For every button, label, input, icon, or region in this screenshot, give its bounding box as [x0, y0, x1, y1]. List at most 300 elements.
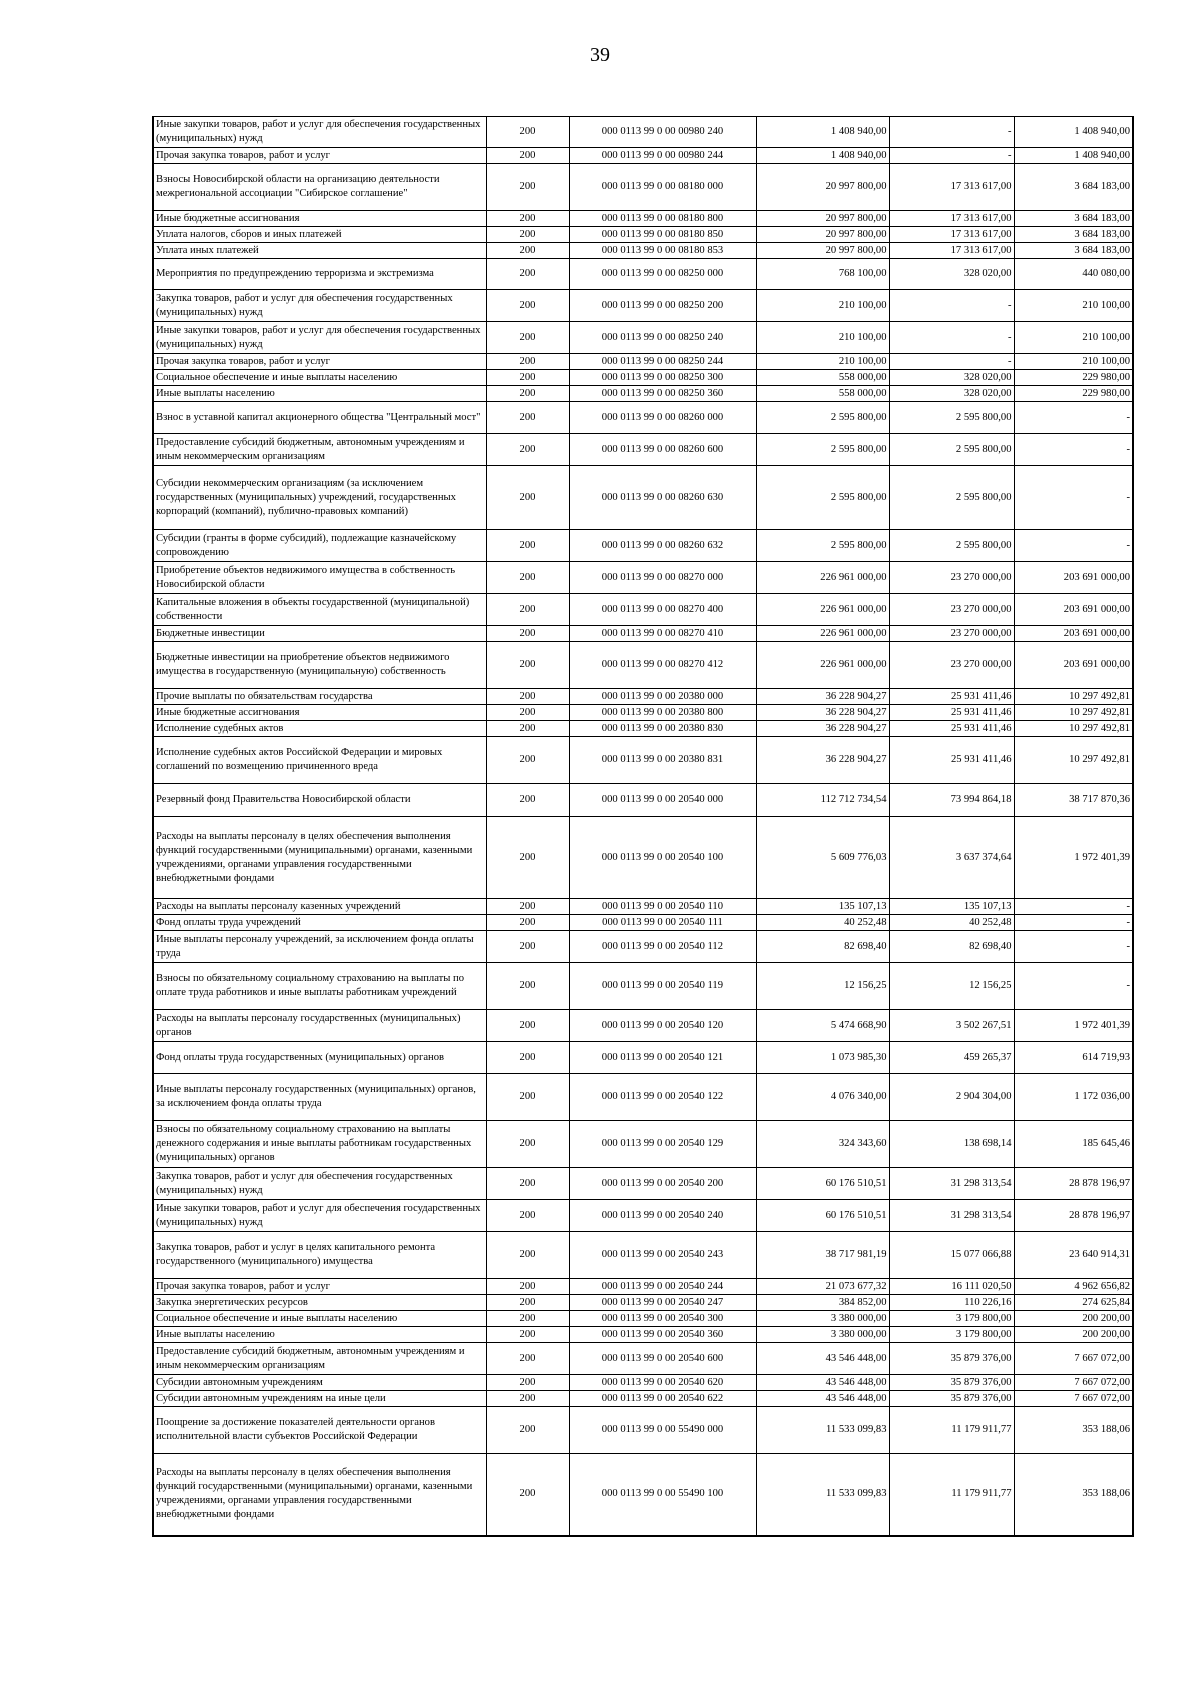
remaining-amount-cell: 23 640 914,31: [1014, 1232, 1133, 1279]
expense-name-cell: Исполнение судебных актов Российской Федерации и мировых соглашений по возмещению причиненного вреда: [153, 737, 486, 784]
admin-code-cell: 200: [486, 243, 569, 259]
table-row: [153, 259, 1133, 290]
remaining-amount-cell: 210 100,00: [1014, 354, 1133, 370]
remaining-amount-cell: 1 408 940,00: [1014, 117, 1133, 148]
table-row: [153, 1343, 1133, 1375]
remaining-amount-cell: -: [1014, 530, 1133, 562]
remaining-amount-cell: -: [1014, 434, 1133, 466]
admin-code-cell: 200: [486, 931, 569, 963]
admin-code-cell: 200: [486, 915, 569, 931]
table-row: [153, 466, 1133, 530]
executed-amount-cell: 23 270 000,00: [889, 562, 1014, 594]
executed-amount-cell: 23 270 000,00: [889, 594, 1014, 626]
table-row: [153, 322, 1133, 354]
budget-classification-code-cell: 000 0113 99 0 00 20540 129: [569, 1121, 756, 1168]
executed-amount-cell: 12 156,25: [889, 963, 1014, 1010]
approved-amount-cell: 2 595 800,00: [756, 402, 889, 434]
executed-amount-cell: 3 179 800,00: [889, 1311, 1014, 1327]
approved-amount-cell: 210 100,00: [756, 322, 889, 354]
expense-name-cell: Иные бюджетные ассигнования: [153, 705, 486, 721]
approved-amount-cell: 20 997 800,00: [756, 227, 889, 243]
expense-name-cell: Поощрение за достижение показателей деятельности органов исполнительной власти субъектов Российской Федерации: [153, 1407, 486, 1454]
table-row: [153, 1391, 1133, 1407]
remaining-amount-cell: 1 972 401,39: [1014, 1010, 1133, 1042]
executed-amount-cell: 23 270 000,00: [889, 626, 1014, 642]
admin-code-cell: 200: [486, 466, 569, 530]
table-row: [153, 737, 1133, 784]
budget-classification-code-cell: 000 0113 99 0 00 20540 244: [569, 1279, 756, 1295]
admin-code-cell: 200: [486, 164, 569, 211]
table-row: [153, 1295, 1133, 1311]
remaining-amount-cell: 203 691 000,00: [1014, 626, 1133, 642]
table-row: [153, 290, 1133, 322]
executed-amount-cell: 35 879 376,00: [889, 1343, 1014, 1375]
budget-classification-code-cell: 000 0113 99 0 00 20540 110: [569, 899, 756, 915]
budget-classification-code-cell: 000 0113 99 0 00 08270 400: [569, 594, 756, 626]
admin-code-cell: 200: [486, 1407, 569, 1454]
remaining-amount-cell: -: [1014, 915, 1133, 931]
budget-classification-code-cell: 000 0113 99 0 00 55490 100: [569, 1454, 756, 1536]
approved-amount-cell: 11 533 099,83: [756, 1454, 889, 1536]
expense-name-cell: Прочие выплаты по обязательствам государства: [153, 689, 486, 705]
table-row: [153, 530, 1133, 562]
budget-classification-code-cell: 000 0113 99 0 00 20540 122: [569, 1074, 756, 1121]
expense-name-cell: Уплата налогов, сборов и иных платежей: [153, 227, 486, 243]
remaining-amount-cell: -: [1014, 899, 1133, 915]
admin-code-cell: 200: [486, 1042, 569, 1074]
admin-code-cell: 200: [486, 1375, 569, 1391]
remaining-amount-cell: 7 667 072,00: [1014, 1343, 1133, 1375]
expense-name-cell: Взносы Новосибирской области на организацию деятельности межрегиональной ассоциации "Сибирское соглашение": [153, 164, 486, 211]
expense-name-cell: Взносы по обязательному социальному страхованию на выплаты денежного содержания и иные выплаты работникам государственных (муниципальных) органов: [153, 1121, 486, 1168]
expense-name-cell: Исполнение судебных актов: [153, 721, 486, 737]
approved-amount-cell: 226 961 000,00: [756, 594, 889, 626]
expense-name-cell: Социальное обеспечение и иные выплаты населению: [153, 370, 486, 386]
remaining-amount-cell: 614 719,93: [1014, 1042, 1133, 1074]
page-number: 39: [590, 44, 610, 66]
expense-name-cell: Резервный фонд Правительства Новосибирской области: [153, 784, 486, 817]
admin-code-cell: 200: [486, 594, 569, 626]
executed-amount-cell: 2 904 304,00: [889, 1074, 1014, 1121]
executed-amount-cell: 17 313 617,00: [889, 227, 1014, 243]
approved-amount-cell: 1 073 985,30: [756, 1042, 889, 1074]
admin-code-cell: 200: [486, 322, 569, 354]
table-row: [153, 354, 1133, 370]
expense-name-cell: Фонд оплаты труда учреждений: [153, 915, 486, 931]
table-row: [153, 1279, 1133, 1295]
executed-amount-cell: 25 931 411,46: [889, 721, 1014, 737]
approved-amount-cell: 558 000,00: [756, 370, 889, 386]
remaining-amount-cell: 203 691 000,00: [1014, 594, 1133, 626]
expense-name-cell: Прочая закупка товаров, работ и услуг: [153, 354, 486, 370]
remaining-amount-cell: -: [1014, 466, 1133, 530]
admin-code-cell: 200: [486, 705, 569, 721]
budget-classification-code-cell: 000 0113 99 0 00 20540 622: [569, 1391, 756, 1407]
executed-amount-cell: 25 931 411,46: [889, 689, 1014, 705]
executed-amount-cell: 40 252,48: [889, 915, 1014, 931]
budget-classification-code-cell: 000 0113 99 0 00 20540 240: [569, 1200, 756, 1232]
executed-amount-cell: 15 077 066,88: [889, 1232, 1014, 1279]
expense-name-cell: Закупка товаров, работ и услуг в целях капитального ремонта государственного (муниципального) имущества: [153, 1232, 486, 1279]
admin-code-cell: 200: [486, 626, 569, 642]
expense-name-cell: Иные бюджетные ассигнования: [153, 211, 486, 227]
remaining-amount-cell: 3 684 183,00: [1014, 211, 1133, 227]
executed-amount-cell: 3 179 800,00: [889, 1327, 1014, 1343]
remaining-amount-cell: -: [1014, 963, 1133, 1010]
budget-classification-code-cell: 000 0113 99 0 00 00980 240: [569, 117, 756, 148]
approved-amount-cell: 3 380 000,00: [756, 1327, 889, 1343]
expense-name-cell: Иные выплаты населению: [153, 1327, 486, 1343]
remaining-amount-cell: -: [1014, 402, 1133, 434]
approved-amount-cell: 43 546 448,00: [756, 1375, 889, 1391]
approved-amount-cell: 36 228 904,27: [756, 689, 889, 705]
remaining-amount-cell: 10 297 492,81: [1014, 705, 1133, 721]
budget-classification-code-cell: 000 0113 99 0 00 08180 853: [569, 243, 756, 259]
remaining-amount-cell: 3 684 183,00: [1014, 164, 1133, 211]
remaining-amount-cell: 210 100,00: [1014, 322, 1133, 354]
admin-code-cell: 200: [486, 402, 569, 434]
approved-amount-cell: 60 176 510,51: [756, 1200, 889, 1232]
table-row: [153, 705, 1133, 721]
table-row: [153, 915, 1133, 931]
executed-amount-cell: -: [889, 322, 1014, 354]
expense-name-cell: Взнос в уставной капитал акционерного общества "Центральный мост": [153, 402, 486, 434]
expense-name-cell: Фонд оплаты труда государственных (муниципальных) органов: [153, 1042, 486, 1074]
admin-code-cell: 200: [486, 1454, 569, 1536]
admin-code-cell: 200: [486, 1391, 569, 1407]
remaining-amount-cell: 200 200,00: [1014, 1327, 1133, 1343]
remaining-amount-cell: 203 691 000,00: [1014, 562, 1133, 594]
approved-amount-cell: 82 698,40: [756, 931, 889, 963]
budget-classification-code-cell: 000 0113 99 0 00 08250 360: [569, 386, 756, 402]
remaining-amount-cell: 203 691 000,00: [1014, 642, 1133, 689]
table-row: [153, 1311, 1133, 1327]
approved-amount-cell: 5 609 776,03: [756, 817, 889, 899]
expense-name-cell: Иные выплаты населению: [153, 386, 486, 402]
table-row: [153, 642, 1133, 689]
budget-classification-code-cell: 000 0113 99 0 00 08180 000: [569, 164, 756, 211]
approved-amount-cell: 40 252,48: [756, 915, 889, 931]
remaining-amount-cell: 28 878 196,97: [1014, 1200, 1133, 1232]
table-row: [153, 594, 1133, 626]
admin-code-cell: 200: [486, 1232, 569, 1279]
admin-code-cell: 200: [486, 689, 569, 705]
admin-code-cell: 200: [486, 1311, 569, 1327]
expense-name-cell: Бюджетные инвестиции на приобретение объектов недвижимого имущества в государственную (муниципальную) собственность: [153, 642, 486, 689]
executed-amount-cell: 2 595 800,00: [889, 530, 1014, 562]
budget-classification-code-cell: 000 0113 99 0 00 08260 632: [569, 530, 756, 562]
budget-classification-code-cell: 000 0113 99 0 00 08250 300: [569, 370, 756, 386]
executed-amount-cell: -: [889, 117, 1014, 148]
admin-code-cell: 200: [486, 1327, 569, 1343]
executed-amount-cell: 328 020,00: [889, 370, 1014, 386]
admin-code-cell: 200: [486, 530, 569, 562]
expense-name-cell: Капитальные вложения в объекты государственной (муниципальной) собственности: [153, 594, 486, 626]
approved-amount-cell: 2 595 800,00: [756, 434, 889, 466]
admin-code-cell: 200: [486, 386, 569, 402]
executed-amount-cell: 23 270 000,00: [889, 642, 1014, 689]
approved-amount-cell: 2 595 800,00: [756, 530, 889, 562]
budget-classification-code-cell: 000 0113 99 0 00 08250 200: [569, 290, 756, 322]
approved-amount-cell: 558 000,00: [756, 386, 889, 402]
budget-classification-code-cell: 000 0113 99 0 00 20540 112: [569, 931, 756, 963]
admin-code-cell: 200: [486, 1121, 569, 1168]
table-row: [153, 817, 1133, 899]
admin-code-cell: 200: [486, 227, 569, 243]
executed-amount-cell: 35 879 376,00: [889, 1391, 1014, 1407]
executed-amount-cell: 16 111 020,50: [889, 1279, 1014, 1295]
executed-amount-cell: 135 107,13: [889, 899, 1014, 915]
table-row: [153, 784, 1133, 817]
budget-classification-code-cell: 000 0113 99 0 00 20540 247: [569, 1295, 756, 1311]
remaining-amount-cell: 210 100,00: [1014, 290, 1133, 322]
table-row: [153, 562, 1133, 594]
expense-name-cell: Прочая закупка товаров, работ и услуг: [153, 1279, 486, 1295]
table-row: [153, 963, 1133, 1010]
admin-code-cell: 200: [486, 370, 569, 386]
table-row: [153, 1168, 1133, 1200]
budget-classification-code-cell: 000 0113 99 0 00 08260 630: [569, 466, 756, 530]
admin-code-cell: 200: [486, 259, 569, 290]
approved-amount-cell: 3 380 000,00: [756, 1311, 889, 1327]
admin-code-cell: 200: [486, 721, 569, 737]
expense-name-cell: Закупка энергетических ресурсов: [153, 1295, 486, 1311]
remaining-amount-cell: 3 684 183,00: [1014, 227, 1133, 243]
remaining-amount-cell: 1 172 036,00: [1014, 1074, 1133, 1121]
approved-amount-cell: 38 717 981,19: [756, 1232, 889, 1279]
remaining-amount-cell: 7 667 072,00: [1014, 1391, 1133, 1407]
approved-amount-cell: 226 961 000,00: [756, 642, 889, 689]
admin-code-cell: 200: [486, 211, 569, 227]
table-row: [153, 386, 1133, 402]
admin-code-cell: 200: [486, 642, 569, 689]
approved-amount-cell: 43 546 448,00: [756, 1343, 889, 1375]
table-row: [153, 117, 1133, 148]
table-row: [153, 899, 1133, 915]
budget-classification-code-cell: 000 0113 99 0 00 08260 000: [569, 402, 756, 434]
expense-name-cell: Бюджетные инвестиции: [153, 626, 486, 642]
approved-amount-cell: 226 961 000,00: [756, 626, 889, 642]
executed-amount-cell: 459 265,37: [889, 1042, 1014, 1074]
budget-classification-code-cell: 000 0113 99 0 00 08250 000: [569, 259, 756, 290]
expense-name-cell: Субсидии автономным учреждениям: [153, 1375, 486, 1391]
approved-amount-cell: 20 997 800,00: [756, 211, 889, 227]
table-row: [153, 402, 1133, 434]
executed-amount-cell: 25 931 411,46: [889, 705, 1014, 721]
admin-code-cell: 200: [486, 1343, 569, 1375]
approved-amount-cell: 20 997 800,00: [756, 243, 889, 259]
table-row: [153, 211, 1133, 227]
approved-amount-cell: 768 100,00: [756, 259, 889, 290]
admin-code-cell: 200: [486, 1279, 569, 1295]
admin-code-cell: 200: [486, 1200, 569, 1232]
executed-amount-cell: 2 595 800,00: [889, 466, 1014, 530]
remaining-amount-cell: 7 667 072,00: [1014, 1375, 1133, 1391]
table-row: [153, 1200, 1133, 1232]
remaining-amount-cell: 4 962 656,82: [1014, 1279, 1133, 1295]
budget-classification-code-cell: 000 0113 99 0 00 20380 000: [569, 689, 756, 705]
budget-classification-code-cell: 000 0113 99 0 00 20380 800: [569, 705, 756, 721]
budget-classification-code-cell: 000 0113 99 0 00 20540 360: [569, 1327, 756, 1343]
expense-name-cell: Иные выплаты персоналу учреждений, за исключением фонда оплаты труда: [153, 931, 486, 963]
table-row: [153, 1042, 1133, 1074]
expense-name-cell: Иные выплаты персоналу государственных (муниципальных) органов, за исключением фонда оплаты труда: [153, 1074, 486, 1121]
remaining-amount-cell: 28 878 196,97: [1014, 1168, 1133, 1200]
executed-amount-cell: 11 179 911,77: [889, 1454, 1014, 1536]
executed-amount-cell: 2 595 800,00: [889, 434, 1014, 466]
budget-classification-code-cell: 000 0113 99 0 00 20380 830: [569, 721, 756, 737]
admin-code-cell: 200: [486, 562, 569, 594]
remaining-amount-cell: 1 408 940,00: [1014, 148, 1133, 164]
approved-amount-cell: 60 176 510,51: [756, 1168, 889, 1200]
admin-code-cell: 200: [486, 1295, 569, 1311]
admin-code-cell: 200: [486, 434, 569, 466]
table-row: [153, 148, 1133, 164]
remaining-amount-cell: -: [1014, 931, 1133, 963]
executed-amount-cell: 3 502 267,51: [889, 1010, 1014, 1042]
approved-amount-cell: 1 408 940,00: [756, 117, 889, 148]
remaining-amount-cell: 10 297 492,81: [1014, 689, 1133, 705]
expense-name-cell: Субсидии (гранты в форме субсидий), подлежащие казначейскому сопровождению: [153, 530, 486, 562]
expense-name-cell: Субсидии некоммерческим организациям (за исключением государственных (муниципальных) учреждений, государственных корпораций (компаний), публично-правовых компаний): [153, 466, 486, 530]
budget-classification-code-cell: 000 0113 99 0 00 00980 244: [569, 148, 756, 164]
admin-code-cell: 200: [486, 737, 569, 784]
table-row: [153, 227, 1133, 243]
expense-name-cell: Уплата иных платежей: [153, 243, 486, 259]
approved-amount-cell: 36 228 904,27: [756, 721, 889, 737]
executed-amount-cell: 17 313 617,00: [889, 243, 1014, 259]
expense-name-cell: Субсидии автономным учреждениям на иные цели: [153, 1391, 486, 1407]
budget-classification-code-cell: 000 0113 99 0 00 20380 831: [569, 737, 756, 784]
admin-code-cell: 200: [486, 148, 569, 164]
budget-table-body: [153, 117, 1133, 1536]
executed-amount-cell: 110 226,16: [889, 1295, 1014, 1311]
executed-amount-cell: -: [889, 354, 1014, 370]
admin-code-cell: 200: [486, 784, 569, 817]
admin-code-cell: 200: [486, 1168, 569, 1200]
remaining-amount-cell: 353 188,06: [1014, 1454, 1133, 1536]
budget-classification-code-cell: 000 0113 99 0 00 08180 850: [569, 227, 756, 243]
table-row: [153, 1375, 1133, 1391]
budget-classification-code-cell: 000 0113 99 0 00 55490 000: [569, 1407, 756, 1454]
table-row: [153, 370, 1133, 386]
table-row: [153, 626, 1133, 642]
budget-classification-code-cell: 000 0113 99 0 00 20540 119: [569, 963, 756, 1010]
budget-classification-code-cell: 000 0113 99 0 00 20540 111: [569, 915, 756, 931]
executed-amount-cell: -: [889, 148, 1014, 164]
budget-classification-code-cell: 000 0113 99 0 00 20540 620: [569, 1375, 756, 1391]
executed-amount-cell: 82 698,40: [889, 931, 1014, 963]
table-row: [153, 164, 1133, 211]
remaining-amount-cell: 274 625,84: [1014, 1295, 1133, 1311]
remaining-amount-cell: 440 080,00: [1014, 259, 1133, 290]
approved-amount-cell: 21 073 677,32: [756, 1279, 889, 1295]
remaining-amount-cell: 229 980,00: [1014, 386, 1133, 402]
admin-code-cell: 200: [486, 817, 569, 899]
approved-amount-cell: 4 076 340,00: [756, 1074, 889, 1121]
approved-amount-cell: 135 107,13: [756, 899, 889, 915]
approved-amount-cell: 36 228 904,27: [756, 705, 889, 721]
executed-amount-cell: -: [889, 290, 1014, 322]
approved-amount-cell: 112 712 734,54: [756, 784, 889, 817]
table-row: [153, 1074, 1133, 1121]
remaining-amount-cell: 1 972 401,39: [1014, 817, 1133, 899]
budget-classification-code-cell: 000 0113 99 0 00 20540 300: [569, 1311, 756, 1327]
budget-classification-code-cell: 000 0113 99 0 00 08260 600: [569, 434, 756, 466]
approved-amount-cell: 324 343,60: [756, 1121, 889, 1168]
expense-name-cell: Расходы на выплаты персоналу государственных (муниципальных) органов: [153, 1010, 486, 1042]
approved-amount-cell: 1 408 940,00: [756, 148, 889, 164]
table-row: [153, 689, 1133, 705]
table-row: [153, 1010, 1133, 1042]
expense-name-cell: Предоставление субсидий бюджетным, автономным учреждениям и иным некоммерческим организациям: [153, 1343, 486, 1375]
executed-amount-cell: 73 994 864,18: [889, 784, 1014, 817]
expense-name-cell: Иные закупки товаров, работ и услуг для обеспечения государственных (муниципальных) нужд: [153, 117, 486, 148]
approved-amount-cell: 384 852,00: [756, 1295, 889, 1311]
remaining-amount-cell: 353 188,06: [1014, 1407, 1133, 1454]
budget-classification-code-cell: 000 0113 99 0 00 08250 244: [569, 354, 756, 370]
expense-name-cell: Расходы на выплаты персоналу в целях обеспечения выполнения функций государственными (муниципальными) органами, казенными учреждениями, органами управления государственными внебюджетными фондами: [153, 817, 486, 899]
expense-name-cell: Мероприятия по предупреждению терроризма и экстремизма: [153, 259, 486, 290]
executed-amount-cell: 328 020,00: [889, 259, 1014, 290]
expense-name-cell: Иные закупки товаров, работ и услуг для обеспечения государственных (муниципальных) нужд: [153, 322, 486, 354]
admin-code-cell: 200: [486, 963, 569, 1010]
budget-classification-code-cell: 000 0113 99 0 00 08270 412: [569, 642, 756, 689]
approved-amount-cell: 210 100,00: [756, 290, 889, 322]
remaining-amount-cell: 185 645,46: [1014, 1121, 1133, 1168]
approved-amount-cell: 11 533 099,83: [756, 1407, 889, 1454]
budget-table: [152, 116, 1134, 1537]
expense-name-cell: Расходы на выплаты персоналу казенных учреждений: [153, 899, 486, 915]
expense-name-cell: Предоставление субсидий бюджетным, автономным учреждениям и иным некоммерческим организациям: [153, 434, 486, 466]
approved-amount-cell: 20 997 800,00: [756, 164, 889, 211]
budget-classification-code-cell: 000 0113 99 0 00 20540 100: [569, 817, 756, 899]
approved-amount-cell: 226 961 000,00: [756, 562, 889, 594]
approved-amount-cell: 36 228 904,27: [756, 737, 889, 784]
executed-amount-cell: 17 313 617,00: [889, 211, 1014, 227]
executed-amount-cell: 3 637 374,64: [889, 817, 1014, 899]
expense-name-cell: Социальное обеспечение и иные выплаты населению: [153, 1311, 486, 1327]
expense-name-cell: Расходы на выплаты персоналу в целях обеспечения выполнения функций государственными (муниципальными) органами, казенными учреждениями, органами управления государственными внебюджетными фондами: [153, 1454, 486, 1536]
table-row: [153, 1454, 1133, 1536]
admin-code-cell: 200: [486, 1074, 569, 1121]
admin-code-cell: 200: [486, 290, 569, 322]
remaining-amount-cell: 10 297 492,81: [1014, 737, 1133, 784]
budget-classification-code-cell: 000 0113 99 0 00 20540 243: [569, 1232, 756, 1279]
approved-amount-cell: 2 595 800,00: [756, 466, 889, 530]
budget-classification-code-cell: 000 0113 99 0 00 08250 240: [569, 322, 756, 354]
remaining-amount-cell: 38 717 870,36: [1014, 784, 1133, 817]
table-row: [153, 721, 1133, 737]
executed-amount-cell: 17 313 617,00: [889, 164, 1014, 211]
expense-name-cell: Прочая закупка товаров, работ и услуг: [153, 148, 486, 164]
remaining-amount-cell: 3 684 183,00: [1014, 243, 1133, 259]
approved-amount-cell: 43 546 448,00: [756, 1391, 889, 1407]
executed-amount-cell: 31 298 313,54: [889, 1168, 1014, 1200]
executed-amount-cell: 35 879 376,00: [889, 1375, 1014, 1391]
executed-amount-cell: 31 298 313,54: [889, 1200, 1014, 1232]
remaining-amount-cell: 229 980,00: [1014, 370, 1133, 386]
table-row: [153, 434, 1133, 466]
admin-code-cell: 200: [486, 899, 569, 915]
expense-name-cell: Закупка товаров, работ и услуг для обеспечения государственных (муниципальных) нужд: [153, 1168, 486, 1200]
approved-amount-cell: 210 100,00: [756, 354, 889, 370]
budget-classification-code-cell: 000 0113 99 0 00 20540 000: [569, 784, 756, 817]
expense-name-cell: Взносы по обязательному социальному страхованию на выплаты по оплате труда работников и иные выплаты работникам учреждений: [153, 963, 486, 1010]
table-row: [153, 1407, 1133, 1454]
admin-code-cell: 200: [486, 354, 569, 370]
budget-classification-code-cell: 000 0113 99 0 00 08180 800: [569, 211, 756, 227]
